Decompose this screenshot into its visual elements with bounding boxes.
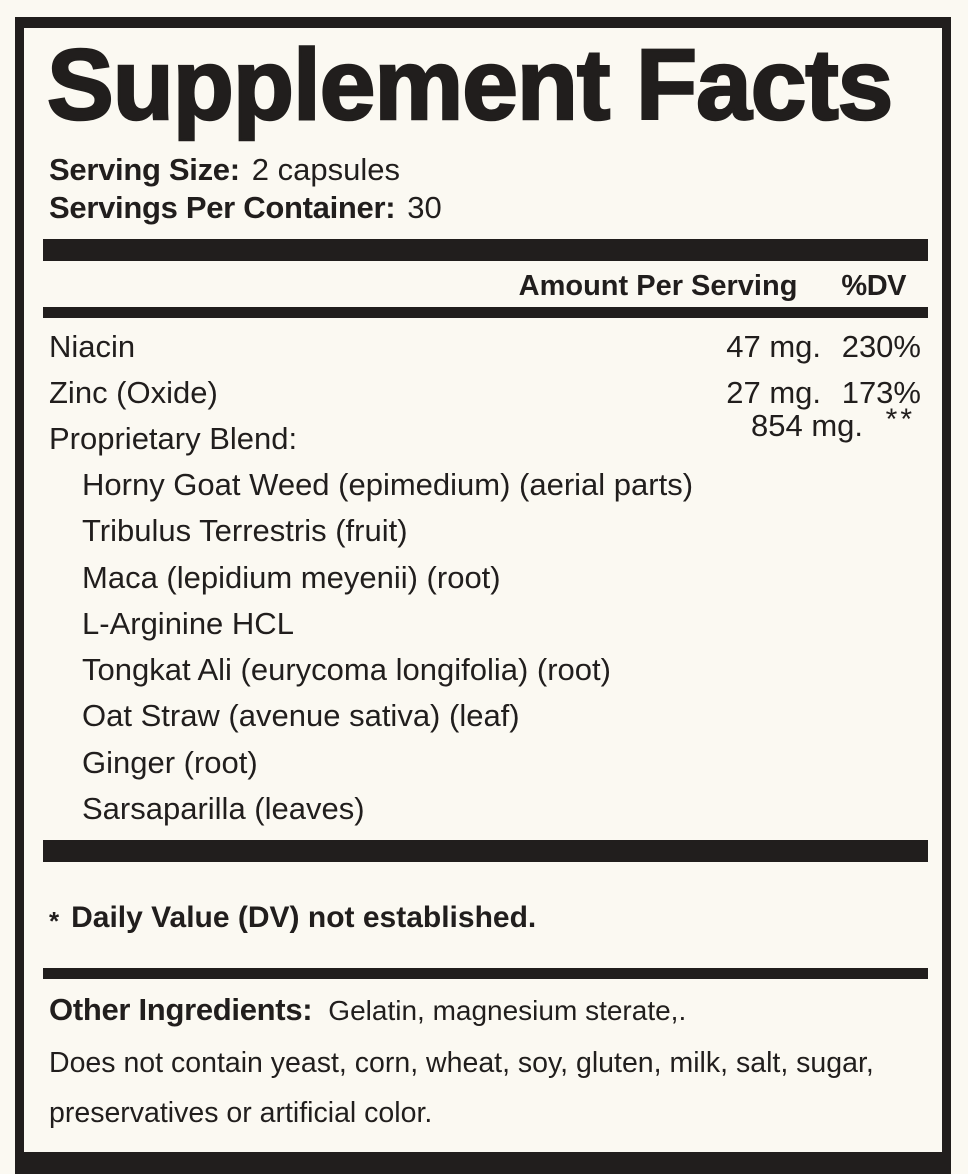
blend-ingredient-list bbox=[82, 462, 693, 832]
servings-per-container-row bbox=[49, 189, 442, 227]
nutrient-amount: 854 mg. bbox=[750, 408, 863, 443]
nutrient-amount: 47 mg. bbox=[726, 329, 821, 364]
blend-ingredient-item: L-Arginine HCL bbox=[82, 605, 294, 641]
nutrient-amount: 27 mg. bbox=[726, 375, 821, 410]
footnote-asterisk: * bbox=[49, 906, 60, 936]
nutrient-name: Proprietary Blend: bbox=[49, 421, 298, 456]
blend-ingredient-item: Tongkat Ali (eurycoma longifolia) (root) bbox=[82, 652, 611, 688]
serving-size-value: 2 capsules bbox=[251, 152, 400, 187]
nutrient-dv: ** bbox=[885, 403, 915, 436]
label-title: Supplement Facts bbox=[47, 29, 893, 141]
column-header-amount: Amount Per Serving bbox=[518, 270, 798, 302]
blend-ingredient-item: Maca (lepidium meyenii) (root) bbox=[82, 559, 501, 595]
blend-ingredient-item: Oat Straw (avenue sativa) (leaf) bbox=[82, 698, 520, 734]
column-header-dv: %DV bbox=[841, 270, 906, 302]
blend-ingredient-item: Sarsaparilla (leaves) bbox=[82, 791, 365, 827]
dv-footnote bbox=[49, 900, 536, 936]
table-header-row bbox=[49, 269, 922, 303]
allergen-disclaimer bbox=[49, 1038, 874, 1138]
divider-medium-bottom bbox=[43, 968, 928, 979]
servings-per-container-value: 30 bbox=[407, 190, 442, 225]
disclaimer-line: Does not contain yeast, corn, wheat, soy, gluten, milk, salt, sugar, bbox=[49, 1047, 874, 1079]
nutrient-name: Zinc (Oxide) bbox=[49, 375, 218, 410]
blend-ingredient-item: Horny Goat Weed (epimedium) (aerial parts) bbox=[82, 467, 694, 502]
other-ingredients-row bbox=[49, 991, 686, 1030]
label-frame bbox=[15, 17, 951, 1174]
nutrient-table bbox=[49, 324, 921, 462]
nutrient-dv: 230% bbox=[841, 329, 921, 364]
divider-thick-top bbox=[43, 239, 928, 261]
blend-ingredient-item: Ginger (root) bbox=[82, 744, 258, 780]
other-ingredients-value: Gelatin, magnesium sterate,. bbox=[328, 995, 687, 1026]
blend-ingredient-item: Tribulus Terrestris (fruit) bbox=[82, 513, 408, 549]
nutrient-row bbox=[49, 324, 921, 370]
divider-thick-middle bbox=[43, 840, 928, 862]
nutrient-row-proprietary-blend bbox=[49, 403, 921, 462]
serving-size-label: Serving Size: bbox=[49, 152, 240, 187]
servings-per-container-label: Servings Per Container: bbox=[49, 190, 396, 225]
nutrient-name: Niacin bbox=[49, 329, 136, 364]
footnote-text: Daily Value (DV) not established. bbox=[71, 901, 537, 934]
divider-medium-header bbox=[43, 307, 928, 318]
disclaimer-line: preservatives or artificial color. bbox=[49, 1097, 433, 1129]
nutrient-dv: 173% bbox=[841, 375, 921, 410]
other-ingredients-label: Other Ingredients: bbox=[49, 992, 313, 1027]
serving-size-row bbox=[49, 151, 400, 189]
